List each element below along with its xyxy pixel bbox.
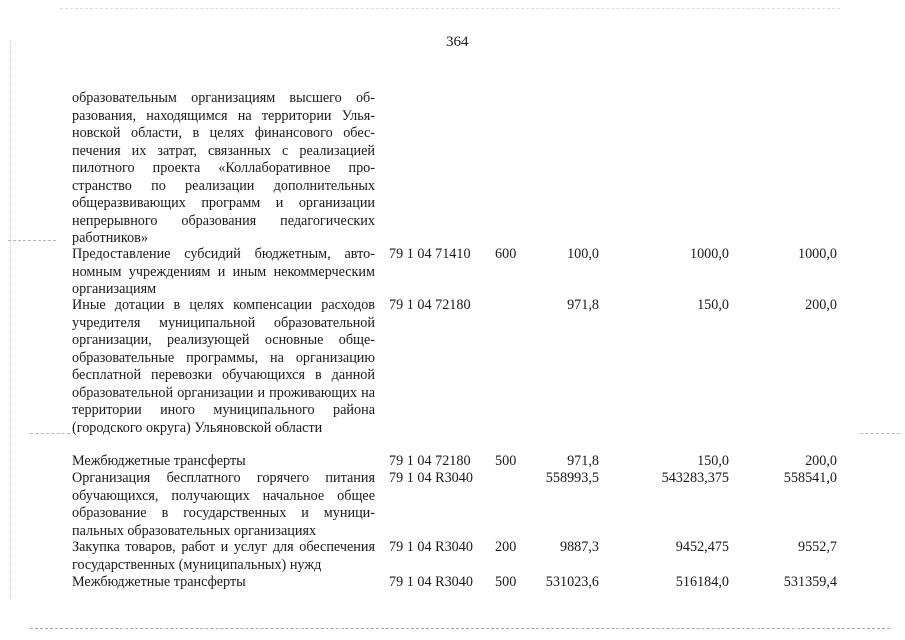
row-expense-type: 600 xyxy=(495,246,517,262)
scan-artifact-right-2 xyxy=(860,433,900,434)
row-value-year-2: 9452,475 xyxy=(675,539,729,555)
row-value-year-2: 543283,375 xyxy=(661,470,729,486)
row-expense-type: 500 xyxy=(495,453,517,469)
row-expense-type: 500 xyxy=(495,574,517,590)
row-value-year-3: 531359,4 xyxy=(783,574,837,590)
row-code: 79 1 04 72180 xyxy=(389,297,471,313)
row-value-year-1: 971,8 xyxy=(567,453,599,469)
row-value-year-3: 9552,7 xyxy=(797,539,837,555)
scan-artifact-left-edge xyxy=(10,40,11,600)
row-value-year-1: 100,0 xyxy=(567,246,599,262)
row-value-year-1: 971,8 xyxy=(567,297,599,313)
row-value-year-1: 558993,5 xyxy=(545,470,599,486)
row-value-year-2: 1000,0 xyxy=(689,246,729,262)
scan-artifact-left-1 xyxy=(8,240,56,241)
row-description: Закупка товаров, работ и услуг для обеспечения государственных (муниципальных) нужд xyxy=(72,539,375,573)
row-code: 79 1 04 R3040 xyxy=(389,539,473,555)
row-value-year-3: 1000,0 xyxy=(797,246,837,262)
row-value-year-1: 531023,6 xyxy=(545,574,599,590)
row-value-year-1: 9887,3 xyxy=(559,539,599,555)
row-value-year-2: 150,0 xyxy=(697,297,729,313)
row-value-year-3: 558541,0 xyxy=(783,470,837,486)
row-expense-type: 200 xyxy=(495,539,517,555)
row-code: 79 1 04 R3040 xyxy=(389,574,473,590)
row-description: образовательным организациям высшего образования, находящимся на территории Ульяновской области, в целях финансового обеспечения их затрат, связанных с реализацией пилотного проекта «Коллаборативное пространство по реализации дополнительных общеразвивающих программ и организации непрерывного образования педагогических работников» xyxy=(72,90,375,246)
scan-artifact-bottom xyxy=(30,628,890,629)
row-value-year-2: 516184,0 xyxy=(675,574,729,590)
row-description: Предоставление субсидий бюджетным, автономным учреждениям и иным некоммерческим организациям xyxy=(72,246,375,297)
row-code: 79 1 04 R3040 xyxy=(389,470,473,486)
row-code: 79 1 04 71410 xyxy=(389,246,471,262)
row-description: Межбюджетные трансферты xyxy=(72,453,246,469)
row-value-year-3: 200,0 xyxy=(805,297,837,313)
row-value-year-2: 150,0 xyxy=(697,453,729,469)
page-number: 364 xyxy=(446,34,469,50)
row-value-year-3: 200,0 xyxy=(805,453,837,469)
row-description: Межбюджетные трансферты xyxy=(72,574,246,590)
row-description: Организация бесплатного горячего питания обучающихся, получающих начальное общее образование в государственных и муниципальных образовательных организациях xyxy=(72,470,375,539)
scan-artifact-left-2 xyxy=(30,433,70,434)
scan-artifact-top xyxy=(60,8,840,9)
row-description: Иные дотации в целях компенсации расходов учредителя муниципальной образовательной организации, реализующей основные общеобразовательные программы, на организацию бесплатной перевозки обучающихся в данной образовательной организации и проживающих на территории иного муниципального района (городского округа) Ульяновской области xyxy=(72,297,375,436)
row-code: 79 1 04 72180 xyxy=(389,453,471,469)
